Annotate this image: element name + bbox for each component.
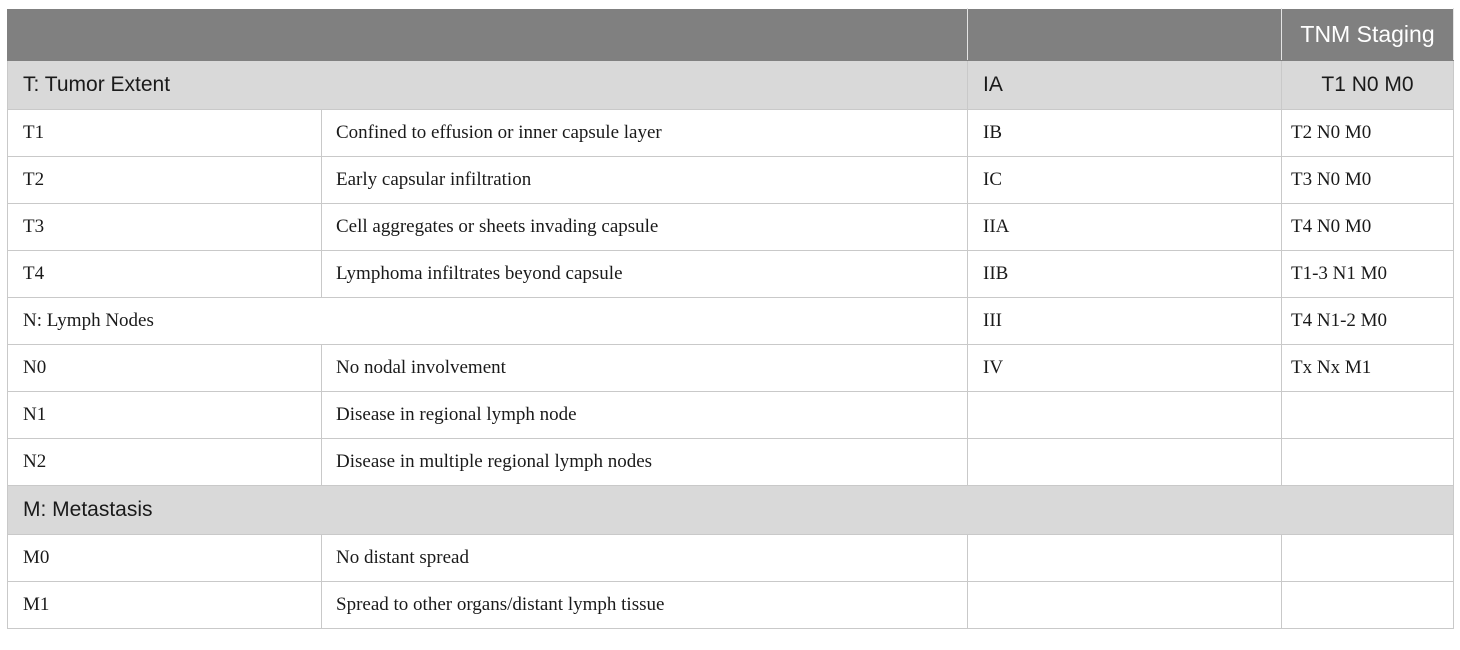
section-label-lymph-nodes: N: Lymph Nodes — [8, 298, 968, 345]
table-row — [8, 439, 1454, 486]
tnm-cell: T3 N0 M0 — [1282, 157, 1454, 204]
stage-cell: IIA — [968, 204, 1282, 251]
code-cell: M1 — [8, 582, 322, 629]
tnm-cell: T4 N0 M0 — [1282, 204, 1454, 251]
code-cell: T1 — [8, 110, 322, 157]
description-cell: Disease in multiple regional lymph nodes — [322, 439, 968, 486]
empty-cell — [1282, 392, 1454, 439]
table-header-row — [8, 9, 1454, 61]
code-cell: M0 — [8, 535, 322, 582]
table-row — [8, 582, 1454, 629]
empty-cell — [1282, 582, 1454, 629]
header-cell-category — [8, 9, 968, 61]
table-row — [8, 392, 1454, 439]
section-label-metastasis: M: Metastasis — [8, 486, 1454, 535]
description-cell: No nodal involvement — [322, 345, 968, 392]
description-cell: Early capsular infiltration — [322, 157, 968, 204]
code-cell: N2 — [8, 439, 322, 486]
code-cell: T2 — [8, 157, 322, 204]
code-cell: N0 — [8, 345, 322, 392]
description-cell: Spread to other organs/distant lymph tissue — [322, 582, 968, 629]
stage-cell: IC — [968, 157, 1282, 204]
header-cell-stage — [968, 9, 1282, 61]
description-cell: No distant spread — [322, 535, 968, 582]
table-row — [8, 157, 1454, 204]
section-row-tumor-extent — [8, 61, 1454, 110]
stage-cell: IB — [968, 110, 1282, 157]
empty-cell — [968, 582, 1282, 629]
empty-cell — [1282, 535, 1454, 582]
section-label-tumor-extent: T: Tumor Extent — [8, 61, 968, 110]
description-cell: Cell aggregates or sheets invading capsule — [322, 204, 968, 251]
code-cell: T4 — [8, 251, 322, 298]
tnm-cell: Tx Nx M1 — [1282, 345, 1454, 392]
code-cell: T3 — [8, 204, 322, 251]
empty-cell — [968, 392, 1282, 439]
empty-cell — [1282, 439, 1454, 486]
empty-cell — [968, 535, 1282, 582]
tnm-cell: T2 N0 M0 — [1282, 110, 1454, 157]
table-row — [8, 535, 1454, 582]
section-row-metastasis — [8, 486, 1454, 535]
stage-cell: IV — [968, 345, 1282, 392]
tnm-staging-table — [7, 8, 1454, 629]
table-row — [8, 345, 1454, 392]
description-cell: Disease in regional lymph node — [322, 392, 968, 439]
tnm-cell: T1 N0 M0 — [1282, 61, 1454, 110]
empty-cell — [968, 439, 1282, 486]
description-cell: Lymphoma infiltrates beyond capsule — [322, 251, 968, 298]
tnm-cell: T1-3 N1 M0 — [1282, 251, 1454, 298]
description-cell: Confined to effusion or inner capsule layer — [322, 110, 968, 157]
table-row — [8, 251, 1454, 298]
table-row — [8, 204, 1454, 251]
tnm-cell: T4 N1-2 M0 — [1282, 298, 1454, 345]
stage-cell: IIB — [968, 251, 1282, 298]
stage-cell: III — [968, 298, 1282, 345]
section-row-lymph-nodes — [8, 298, 1454, 345]
stage-cell: IA — [968, 61, 1282, 110]
header-cell-tnm-staging: TNM Staging — [1282, 9, 1454, 61]
table-row — [8, 110, 1454, 157]
code-cell: N1 — [8, 392, 322, 439]
